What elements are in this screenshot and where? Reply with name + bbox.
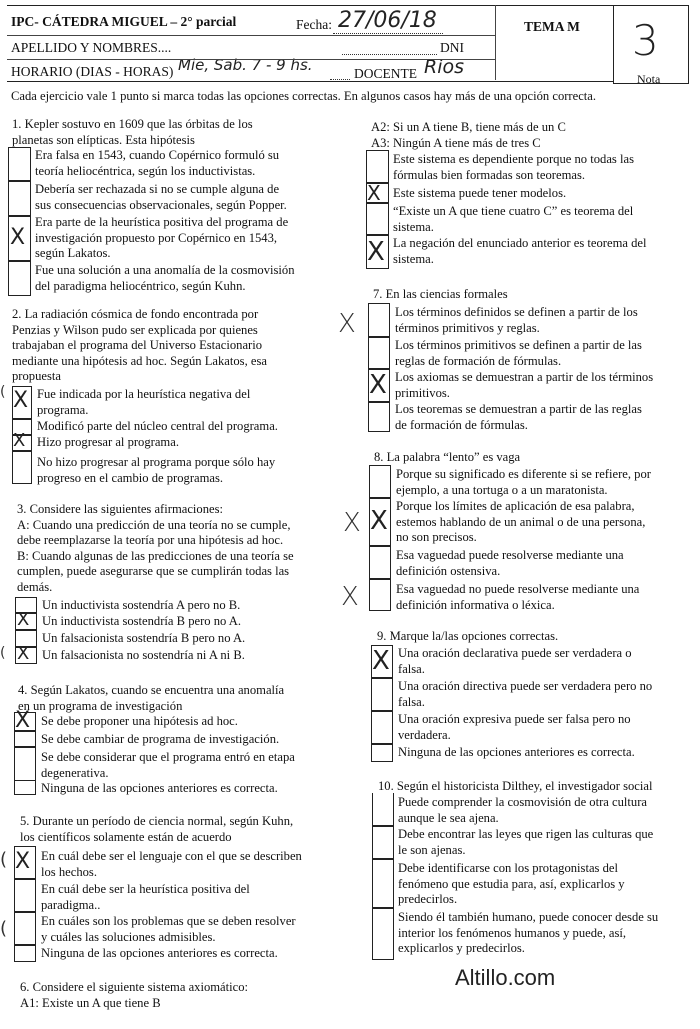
check-mark: X [15,849,31,874]
line: Este sistema es dependiente porque no todas las [393,152,634,166]
line: no son precisos. [396,530,477,545]
line: estemos hablando de un animal o de una persona, [396,514,646,529]
q2-option-text [37,387,250,418]
q5-option-checkbox[interactable] [14,879,36,912]
line: sistema. [393,251,434,266]
line: falsa. [398,661,425,676]
stem-line: trabajaban el programa del Universo Estacionario [12,338,263,353]
line: Fue indicada por la heurística negativa del [37,387,251,401]
line: reglas de formación de fórmulas. [395,353,562,368]
line: fenómeno que estudia para, así, explicarlos y [398,876,625,891]
q2-option-text [37,435,179,451]
q6-option-text [393,186,566,202]
q2-option-text [37,419,278,435]
q5-option-text [41,882,250,913]
q5-option-text [41,914,296,945]
check-mark: X [369,370,387,400]
q10-option-text [398,910,658,957]
stem-line: A1: Existe un A que tiene B [20,995,161,1010]
line: progreso en el cambio de programas. [37,470,224,485]
fecha-label: Fecha: [296,17,332,32]
q10-option-text [398,861,625,908]
q10-option-checkbox[interactable] [372,859,394,908]
check-mark: X [372,646,390,676]
q4-option-checkbox[interactable] [14,781,36,795]
stem-line: 8. La palabra “lento” es vaga [374,450,521,464]
q1-option-text [35,148,279,179]
q8-option-checkbox[interactable] [369,465,391,498]
line: Hizo progresar al programa. [37,435,179,449]
fecha-value: 27/06/18 [338,8,437,33]
q2-option-checkbox[interactable] [12,451,32,484]
q6-option-checkbox[interactable] [366,150,389,183]
line: Porque su significado es diferente si se refiere, por [396,467,651,481]
q5-stem [20,814,293,845]
line: investigación propuesto por Copérnico en 1543, [35,230,278,245]
line: y cuáles las soluciones admisibles. [41,929,216,944]
check-mark: X [17,643,30,664]
stem-line: 1. Kepler sostuvo en 1609 que las órbitas de los [12,117,253,131]
q7-stem [373,287,508,303]
stem-line: A2: Si un A tiene B, tiene más de un C [371,120,566,134]
stem-line: 2. La radiación cósmica de fondo encontrada por [12,307,259,321]
docente-value: Rios [424,56,465,78]
check-mark: X [367,181,381,205]
line: Los axiomas se demuestran a partir de los términos [395,370,654,384]
line: Modificó parte del núcleo central del programa. [37,419,278,433]
line: Era falsa en 1543, cuando Copérnico formuló su [35,148,280,162]
stem-line: debe reemplazarse la teoría por una hipótesis ad hoc. [17,533,284,548]
nota-label: Nota [637,72,661,86]
q8-option-text [396,467,651,498]
check-mark: X [10,225,26,250]
stem-line: 5. Durante un período de ciencia normal, según Kuhn, [20,814,294,828]
check-mark: X [367,237,385,267]
stem-line: 9. Marque la/las opciones correctas. [377,629,559,643]
q9-option-checkbox[interactable] [371,711,393,744]
stem-line: 7. En las ciencias formales [373,287,508,301]
q10-option-checkbox[interactable] [372,793,394,826]
line: Un falsacionista sostendría B pero no A. [42,631,246,645]
line: Una oración directiva puede ser verdadera pero no [398,679,653,693]
q7-option-text [395,402,642,433]
line: términos primitivos y reglas. [395,320,540,335]
line: fórmulas bien formadas son teoremas. [393,167,585,182]
q7-option-text [395,338,642,369]
line: definición ostensiva. [396,563,501,578]
q1-option-text [35,182,287,213]
q8-option-text [396,499,645,546]
q5-option-text [41,849,302,880]
stem-line: en un programa de investigación [18,698,183,713]
line: falsa. [398,694,425,709]
line: La negación del enunciado anterior es teorema del [393,236,647,250]
stem-text: los científicos solamente están de acuerdo [20,829,232,844]
line: Ninguna de las opciones anteriores es correcta. [41,946,278,960]
q10-option-checkbox[interactable] [372,908,394,960]
margin-mark: ( [0,384,6,400]
line: Se debe cambiar de programa de investigación. [41,732,280,746]
stem-line: Penzias y Wilson pudo ser explicada por quienes [12,322,258,337]
line: Una oración declarativa puede ser verdadera o [398,646,632,660]
q6-option-text [393,204,633,235]
line: teoría heliocéntrica, según los inductivistas. [35,163,256,178]
stem-line: A: Cuando una predicción de una teoría no se cumple, [17,517,291,532]
line: del paradigma heliocéntrico, según Kuhn. [35,278,246,293]
docente-label: DOCENTE [354,66,417,81]
line: explicarlos y predecirlos. [398,941,525,956]
line: degenerativa. [41,765,109,780]
line: Este sistema puede tener modelos. [393,186,567,200]
line: “Existe un A que tiene cuatro C” es teorema del [393,204,634,218]
line: Se debe considerar que el programa entró en etapa [41,750,295,764]
q4-option-text [41,732,279,748]
header-frame [7,5,613,82]
q7-option-text [395,305,638,336]
line: Ninguna de las opciones anteriores es correcta. [41,781,278,795]
line: interior los fenómenos humanos y puede, así, [398,925,627,940]
line: Fue una solución a una anomalía de la cosmovisión [35,263,295,277]
q4-stem [18,683,284,714]
q7-option-checkbox[interactable] [368,337,390,369]
margin-mark: ( [0,645,6,661]
q6b-stem [371,120,566,151]
line: predecirlos. [398,892,458,907]
check-mark: X [13,388,29,413]
q9-option-text [398,712,631,743]
check-mark: X [13,430,26,451]
check-mark: X [15,708,31,733]
header-rule-1 [7,35,495,36]
watermark: Altillo.com [455,965,556,990]
stem-line: planetas son elípticas. Esta hipótesis [12,132,195,147]
q1-option-checkbox[interactable] [8,261,31,296]
line: En cuál debe ser el lenguaje con el que se describen [41,849,302,863]
line: los hechos. [41,864,97,879]
q8-option-checkbox[interactable] [369,579,391,611]
q7-option-checkbox[interactable] [368,303,390,337]
stem-line: 3. Considere las siguientes afirmaciones: [17,502,223,516]
line: sistema. [393,219,434,234]
q6-option-text [393,236,647,267]
q8-option-text [396,582,639,613]
q4-option-checkbox[interactable] [14,731,36,747]
q10-option-text [398,827,653,858]
q4-option-text [41,750,295,781]
exam-title: IPC- CÁTEDRA MIGUEL – 2° parcial [11,14,237,29]
tema-label: TEMA M [524,19,580,34]
stem-line: 4. Según Lakatos, cuando se encuentra una anomalía [18,683,285,697]
stem-line: 10. Según el historicista Dilthey, el investigador social [378,779,653,793]
q9-option-text [398,679,652,710]
line: definición informativa o léxica. [396,597,555,612]
q3-stem [17,502,294,596]
stem-line: demás. [17,579,53,594]
line: primitivos. [395,385,450,400]
line: Ninguna de las opciones anteriores es correcta. [398,745,635,759]
q6-stem [20,980,248,1011]
line: En cuál debe ser la heurística positiva del [41,882,250,896]
line: Puede comprender la cosmovisión de otra cultura [398,795,647,809]
q7-option-checkbox[interactable] [368,402,390,432]
q10-option-checkbox[interactable] [372,826,394,859]
line: programa. [37,402,89,417]
q1-stem [12,117,253,148]
q2-stem [12,307,267,385]
stem-line: B: Cuando algunas de las predicciones de una teoría se [17,548,294,563]
line: verdadera. [398,727,451,742]
nota-value: 3 [632,16,659,65]
q3-option-text [42,648,245,664]
stem-line: cumplen, puede asegurarse que se cumplirán todas las [17,564,290,579]
q4-option-checkbox[interactable] [14,747,36,781]
stem-line: A3: Ningún A tiene más de tres C [371,135,541,150]
line: sus consecuencias observacionales, según Popper. [35,197,287,212]
q1-option-checkbox[interactable] [8,181,31,216]
q6-option-text [393,152,634,183]
line: Un inductivista sostendría A pero no B. [42,598,241,612]
apellido-label: APELLIDO Y NOMBRES.... [11,40,172,55]
q5-option-checkbox[interactable] [14,912,36,945]
q9-option-text [398,745,635,761]
horario-label: HORARIO (DIAS - HORAS) [11,64,174,79]
q9-option-text [398,646,632,677]
line: Se debe proponer una hipótesis ad hoc. [41,714,238,728]
line: Un inductivista sostendría B pero no A. [42,614,242,628]
q1-option-text [35,215,288,262]
q8-option-checkbox[interactable] [369,546,391,579]
q4-option-text [41,781,278,797]
q9-stem [377,629,558,645]
line: Esa vaguedad puede resolverse mediante una [396,548,624,562]
line: Los términos definidos se definen a partir de los [395,305,638,319]
instructions: Cada ejercicio vale 1 punto si marca todas las opciones correctas. En algunos casos hay más de una opción correcta. [11,89,597,103]
q9-option-checkbox[interactable] [371,744,393,762]
q6-option-checkbox[interactable] [366,203,389,235]
q1-option-checkbox[interactable] [8,147,31,181]
header-rule-2 [7,59,495,60]
check-mark: X [17,609,30,630]
line: aunque le sea ajena. [398,810,499,825]
q7-option-text [395,370,653,401]
line: paradigma.. [41,897,101,912]
dni-label: DNI [440,40,464,55]
line: Era parte de la heurística positiva del programa de [35,215,289,229]
line: Un falsacionista no sostendría ni A ni B. [42,648,245,662]
q3-option-text [42,614,241,630]
q4-option-text [41,714,238,730]
q5-option-checkbox[interactable] [14,945,36,962]
line: Los términos primitivos se definen a partir de las [395,338,642,352]
margin-mark: ( [0,918,8,939]
q9-option-checkbox[interactable] [371,678,393,711]
margin-cross: X [341,582,359,612]
header-rule-3 [495,5,496,80]
q10-option-text [398,795,647,826]
line: En cuáles son los problemas que se deben resolver [41,914,296,928]
margin-cross: X [338,309,356,339]
line: Porque los límites de aplicación de esa palabra, [396,499,635,513]
margin-cross: X [343,508,361,538]
horario-value: Mie, Sab. 7 - 9 hs. [178,56,313,74]
line: No hizo progresar al programa porque sólo hay [37,455,276,469]
q5-option-text [41,946,278,962]
q3-option-text [42,598,240,614]
line: le son ajenas. [398,842,466,857]
line: Los teoremas se demuestran a partir de las reglas [395,402,642,416]
stem-line: propuesta [12,369,61,384]
q1-option-text [35,263,295,294]
line: Debería ser rechazada si no se cumple alguna de [35,182,280,196]
line: Debe encontrar las leyes que rigen las culturas que [398,827,654,841]
line: de formación de fórmulas. [395,417,528,432]
q8-option-text [396,548,624,579]
stem-line [20,830,293,846]
margin-mark: ( [0,849,8,870]
line: Una oración expresiva puede ser falsa pero no [398,712,631,726]
stem-line: 6. Considere el siguiente sistema axiomático: [20,980,249,994]
check-mark: X [370,506,388,536]
q2-option-text [37,455,275,486]
line: Esa vaguedad no puede resolverse mediante una [396,582,640,596]
line: ejemplo, a una tortuga o a un maratonista. [396,482,608,497]
q8-stem [374,450,520,466]
line: Siendo él también humano, puede conocer desde su [398,910,659,924]
q10-stem [378,779,652,795]
stem-line: mediante una hipótesis ad hoc. Según Lakatos, esa [12,353,267,368]
line: según Lakatos. [35,246,111,261]
q3-option-text [42,631,245,647]
line: Debe identificarse con los protagonistas del [398,861,618,875]
